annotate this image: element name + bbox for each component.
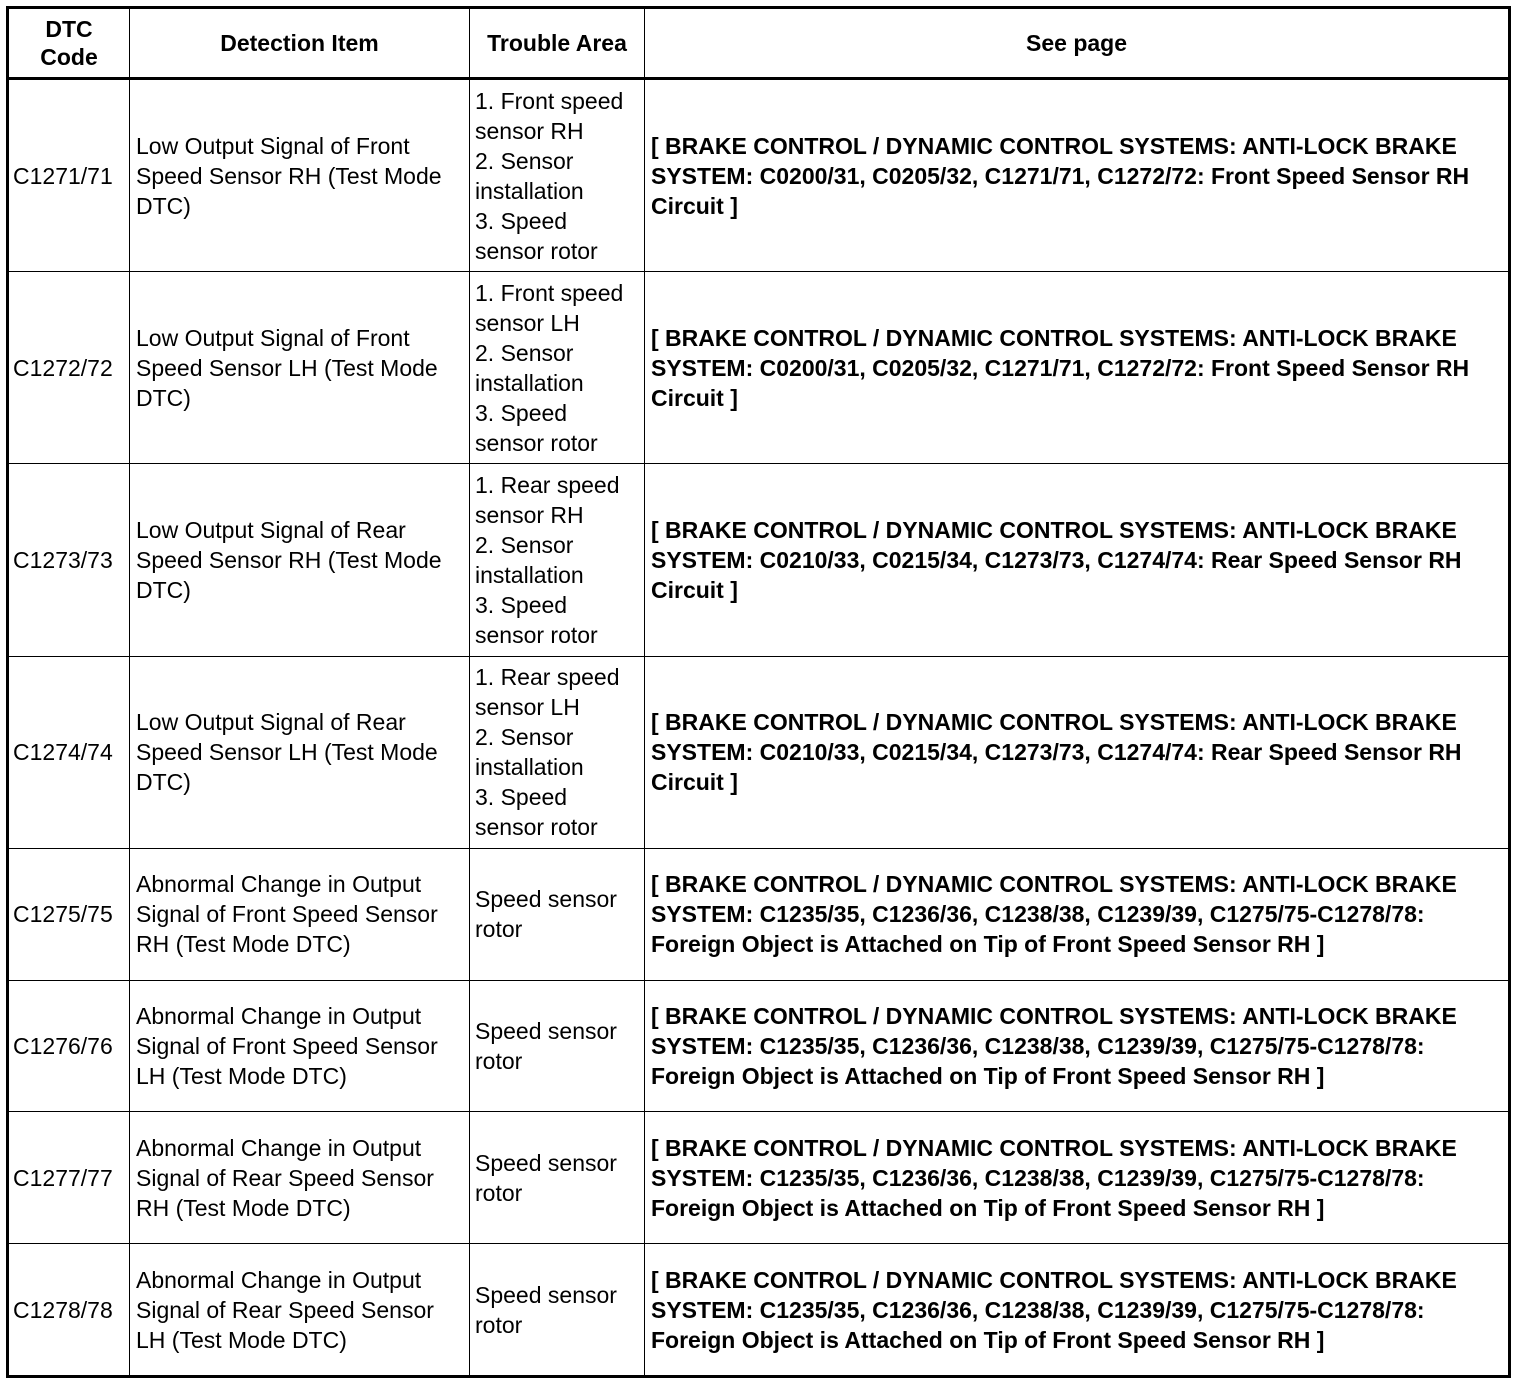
- detection-item-cell: Abnormal Change in Output Signal of Rear Speed Sensor LH (Test Mode DTC): [130, 1244, 470, 1377]
- dtc-code-cell: C1273/73: [8, 464, 130, 656]
- detection-item-cell: Low Output Signal of Rear Speed Sensor RH (Test Mode DTC): [130, 464, 470, 656]
- dtc-code-cell: C1278/78: [8, 1244, 130, 1377]
- see-page-link[interactable]: [ BRAKE CONTROL / DYNAMIC CONTROL SYSTEMS: ANTI-LOCK BRAKE SYSTEM: C0200/31, C0205/32, C1271/71, C1272/72: Front Speed Sensor RH Circuit ]: [645, 79, 1510, 272]
- see-page-link[interactable]: [ BRAKE CONTROL / DYNAMIC CONTROL SYSTEMS: ANTI-LOCK BRAKE SYSTEM: C1235/35, C1236/36, C1238/38, C1239/39, C1275/75-C1278/78: Foreign Object is Attached on Tip of Front Speed Sensor RH ]: [645, 1244, 1510, 1377]
- dtc-code-cell: C1276/76: [8, 980, 130, 1112]
- trouble-area-cell: Speed sensor rotor: [470, 1112, 645, 1244]
- dtc-code-cell: C1272/72: [8, 272, 130, 464]
- table-row: [8, 656, 1510, 848]
- see-page-link[interactable]: [ BRAKE CONTROL / DYNAMIC CONTROL SYSTEMS: ANTI-LOCK BRAKE SYSTEM: C0200/31, C0205/32, C1271/71, C1272/72: Front Speed Sensor RH Circuit ]: [645, 272, 1510, 464]
- see-page-link[interactable]: [ BRAKE CONTROL / DYNAMIC CONTROL SYSTEMS: ANTI-LOCK BRAKE SYSTEM: C1235/35, C1236/36, C1238/38, C1239/39, C1275/75-C1278/78: Foreign Object is Attached on Tip of Front Speed Sensor RH ]: [645, 848, 1510, 980]
- table-row: [8, 272, 1510, 464]
- trouble-area-item: 3. Speed sensor rotor: [475, 399, 598, 456]
- table-row: [8, 1244, 1510, 1377]
- detection-item-cell: Abnormal Change in Output Signal of Rear Speed Sensor RH (Test Mode DTC): [130, 1112, 470, 1244]
- header-dtc-code-line1: DTC: [45, 16, 93, 42]
- trouble-area-cell: [470, 656, 645, 848]
- trouble-area-cell: Speed sensor rotor: [470, 980, 645, 1112]
- see-page-link[interactable]: [ BRAKE CONTROL / DYNAMIC CONTROL SYSTEMS: ANTI-LOCK BRAKE SYSTEM: C1235/35, C1236/36, C1238/38, C1239/39, C1275/75-C1278/78: Foreign Object is Attached on Tip of Front Speed Sensor RH ]: [645, 980, 1510, 1112]
- header-dtc-code: [8, 8, 130, 79]
- see-page-link[interactable]: [ BRAKE CONTROL / DYNAMIC CONTROL SYSTEMS: ANTI-LOCK BRAKE SYSTEM: C0210/33, C0215/34, C1273/73, C1274/74: Rear Speed Sensor RH Circuit ]: [645, 464, 1510, 656]
- trouble-area-item: 1. Rear speed sensor RH: [475, 471, 620, 528]
- header-detection-item: Detection Item: [130, 8, 470, 79]
- detection-item-cell: Abnormal Change in Output Signal of Front Speed Sensor RH (Test Mode DTC): [130, 848, 470, 980]
- trouble-area-cell: Speed sensor rotor: [470, 848, 645, 980]
- table-row: [8, 848, 1510, 980]
- dtc-table: [6, 6, 1511, 1378]
- table-row: [8, 464, 1510, 656]
- trouble-area-cell: [470, 272, 645, 464]
- see-page-link[interactable]: [ BRAKE CONTROL / DYNAMIC CONTROL SYSTEMS: ANTI-LOCK BRAKE SYSTEM: C1235/35, C1236/36, C1238/38, C1239/39, C1275/75-C1278/78: Foreign Object is Attached on Tip of Front Speed Sensor RH ]: [645, 1112, 1510, 1244]
- trouble-area-item: 3. Speed sensor rotor: [475, 591, 598, 648]
- trouble-area-cell: [470, 464, 645, 656]
- dtc-code-cell: C1277/77: [8, 1112, 130, 1244]
- header-trouble-area: Trouble Area: [470, 8, 645, 79]
- trouble-area-item: 1. Front speed sensor RH: [475, 87, 624, 144]
- trouble-area-item: 2. Sensor installation: [475, 339, 584, 396]
- header-dtc-code-line2: Code: [40, 44, 98, 70]
- header-see-page: See page: [645, 8, 1510, 79]
- dtc-code-cell: C1271/71: [8, 79, 130, 272]
- table-row: [8, 1112, 1510, 1244]
- trouble-area-cell: Speed sensor rotor: [470, 1244, 645, 1377]
- trouble-area-item: 3. Speed sensor rotor: [475, 784, 598, 841]
- dtc-code-cell: C1275/75: [8, 848, 130, 980]
- trouble-area-cell: [470, 79, 645, 272]
- trouble-area-item: 2. Sensor installation: [475, 724, 584, 781]
- see-page-link[interactable]: [ BRAKE CONTROL / DYNAMIC CONTROL SYSTEMS: ANTI-LOCK BRAKE SYSTEM: C0210/33, C0215/34, C1273/73, C1274/74: Rear Speed Sensor RH Circuit ]: [645, 656, 1510, 848]
- trouble-area-item: 2. Sensor installation: [475, 147, 584, 204]
- trouble-area-item: 1. Rear speed sensor LH: [475, 664, 620, 721]
- header-row: [8, 8, 1510, 79]
- detection-item-cell: Low Output Signal of Rear Speed Sensor LH (Test Mode DTC): [130, 656, 470, 848]
- trouble-area-item: 3. Speed sensor rotor: [475, 207, 598, 264]
- trouble-area-item: 1. Front speed sensor LH: [475, 279, 624, 336]
- trouble-area-item: 2. Sensor installation: [475, 531, 584, 588]
- detection-item-cell: Abnormal Change in Output Signal of Front Speed Sensor LH (Test Mode DTC): [130, 980, 470, 1112]
- table-row: [8, 980, 1510, 1112]
- dtc-code-cell: C1274/74: [8, 656, 130, 848]
- detection-item-cell: Low Output Signal of Front Speed Sensor RH (Test Mode DTC): [130, 79, 470, 272]
- detection-item-cell: Low Output Signal of Front Speed Sensor LH (Test Mode DTC): [130, 272, 470, 464]
- table-row: [8, 79, 1510, 272]
